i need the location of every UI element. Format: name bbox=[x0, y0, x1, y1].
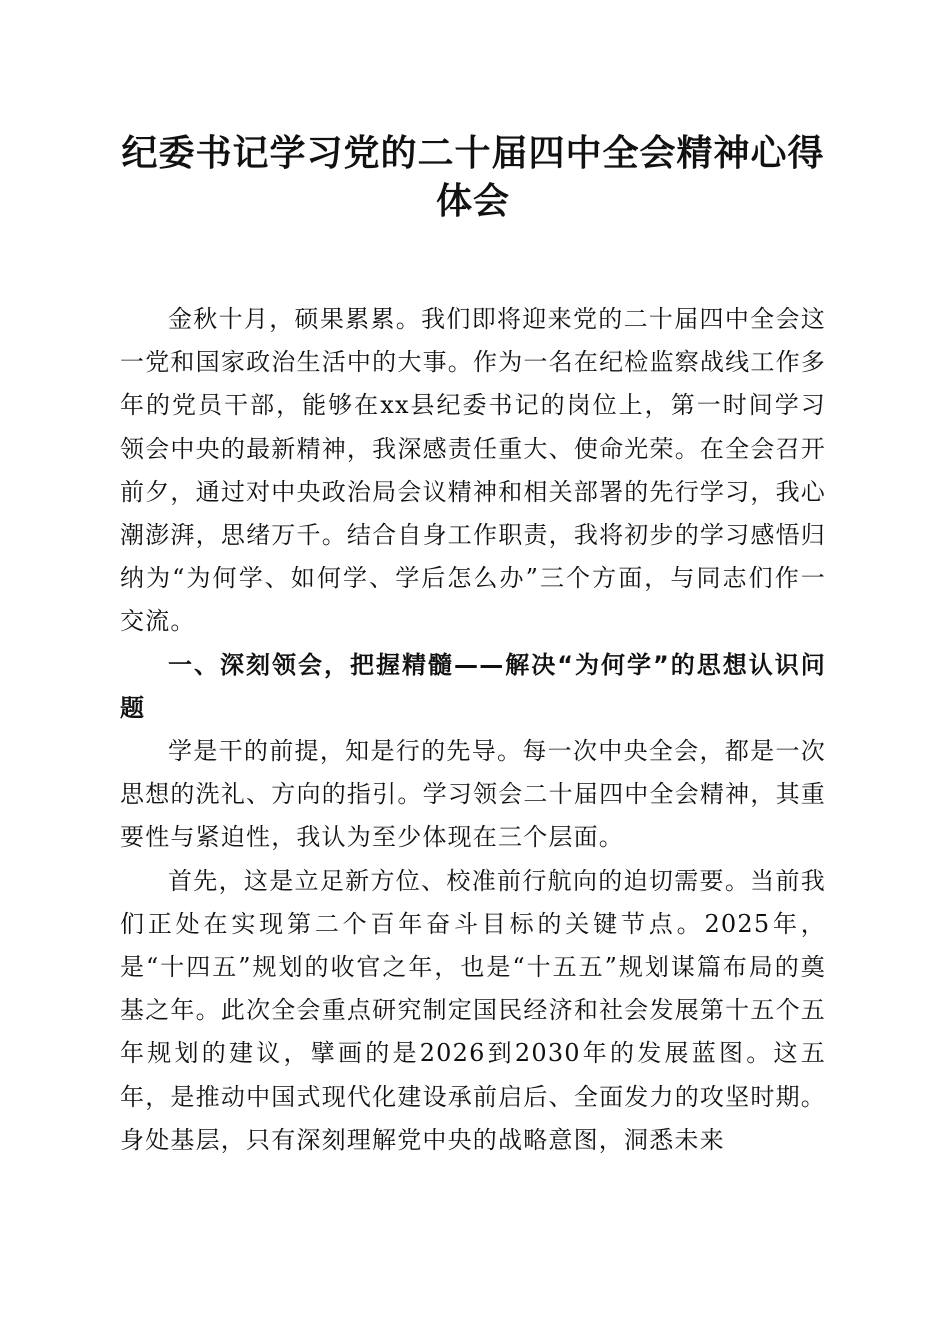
document-title: 纪委书记学习党的二十届四中全会精神心得体会 bbox=[121, 133, 825, 222]
paragraph-premise: 学是干的前提，知是行的先导。每一次中央全会，都是一次思想的洗礼、方向的指引。学习领会二十届四中全会精神，其重要性与紧迫性，我认为至少体现在三个层面。 bbox=[120, 737, 826, 852]
document-body bbox=[120, 130, 826, 1162]
paragraph-first-point: 首先，这是立足新方位、校准前行航向的迫切需要。当前我们正处在实现第二个百年奋斗目标的关键节点。2025年，是“十四五”规划的收官之年，也是“十五五”规划谋篇布局的奠基之年。此次全会重点研究制定国民经济和社会发展第十五个五年规划的建议，擘画的是2026到2030年的发展蓝图。这五年，是推动中国式现代化建设承前启后、全面发力的攻坚时期。身处基层，只有深刻理解党中央的战略意图，洞悉未来 bbox=[120, 866, 826, 1154]
section-heading-1: 一、深刻领会，把握精髓——解决“为何学”的思想认识问题 bbox=[120, 650, 826, 722]
paragraph-intro: 金秋十月，硕果累累。我们即将迎来党的二十届四中全会这一党和国家政治生活中的大事。作为一名在纪检监察战线工作多年的党员干部，能够在xx县纪委书记的岗位上，第一时间学习领会中央的最新精神，我深感责任重大、使命光荣。在全会召开前夕，通过对中央政治局会议精神和相关部署的先行学习，我心潮澎湃，思绪万千。结合自身工作职责，我将初步的学习感悟归纳为“为何学、如何学、学后怎么办”三个方面，与同志们作一交流。 bbox=[120, 305, 826, 636]
